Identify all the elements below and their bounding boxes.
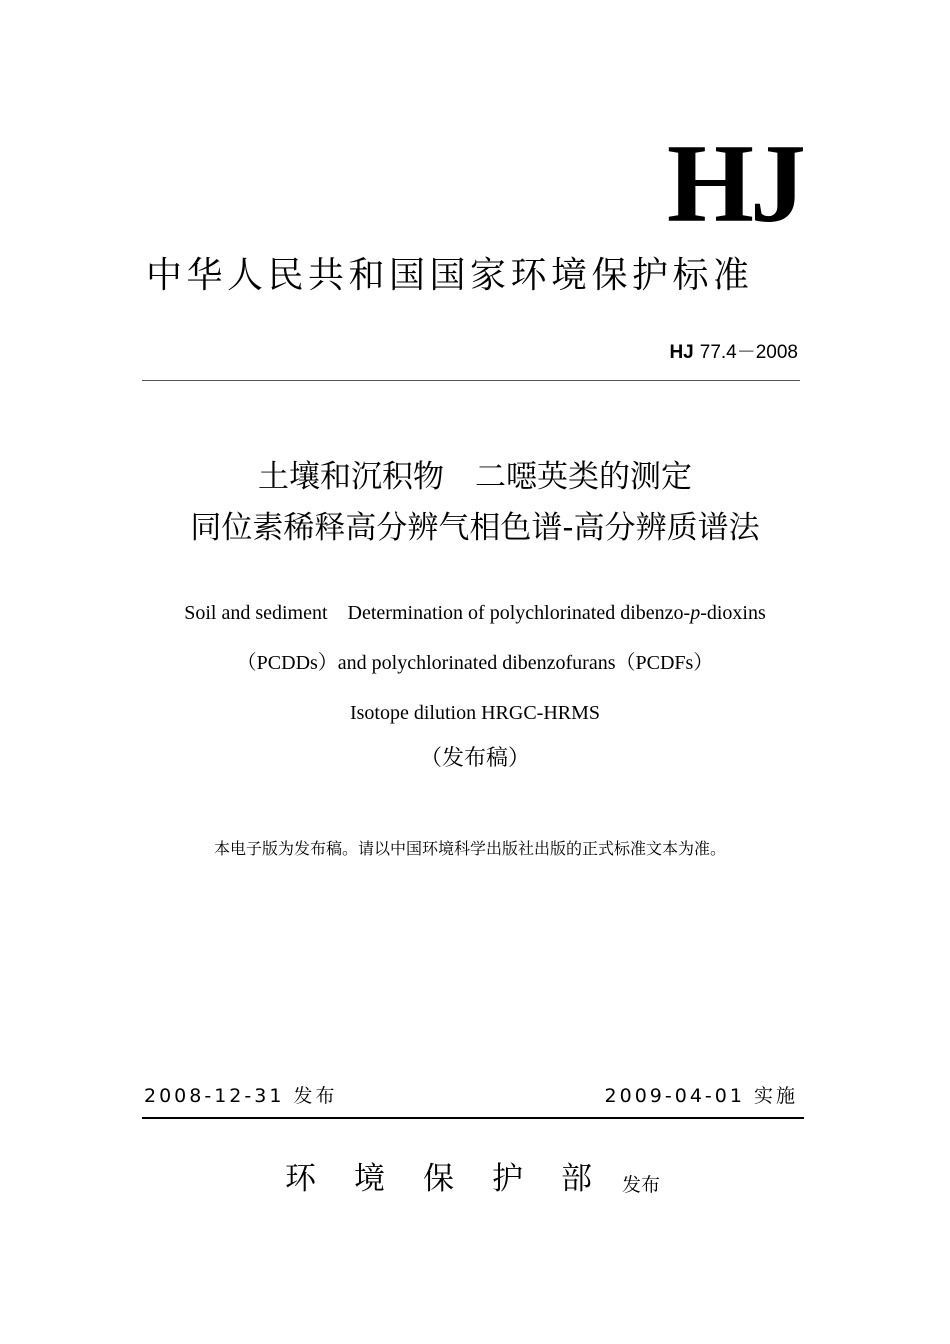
- bottom-divider: [142, 1117, 804, 1119]
- en-title-line-1: [0, 603, 950, 623]
- draft-label: （发布稿）: [419, 746, 530, 771]
- standard-code: HJ: [669, 342, 694, 363]
- issue-date: 2008-12-31 发布: [144, 1085, 338, 1107]
- standard-number: [669, 343, 798, 362]
- top-divider: [142, 380, 800, 381]
- en-title-line-1-italic: p: [690, 602, 701, 624]
- hj-logo: HJ: [666, 122, 802, 246]
- org-title: 中华人民共和国国家环境保护标准: [146, 255, 754, 296]
- en-title-line-1-b: -dioxins: [700, 602, 766, 624]
- notice-text: 本电子版为发布稿。请以中国环境科学出版社出版的正式标准文本为准。: [213, 839, 726, 858]
- issuer-suffix: 发布: [622, 1174, 661, 1196]
- standard-number-value: 77.4－2008: [699, 342, 798, 363]
- issuer: 环境保护部: [285, 1161, 630, 1197]
- en-title-line-3: Isotope dilution HRGC-HRMS: [349, 702, 601, 724]
- en-title-line-1-a: Soil and sediment Determination of polychlorinated dibenzo-: [184, 602, 691, 624]
- implement-date: 2009-04-01 实施: [604, 1085, 798, 1107]
- cn-title-line-2: 同位素稀释高分辨气相色谱-高分辨质谱法: [190, 510, 760, 546]
- en-title-line-2: （PCDDs）and polychlorinated dibenzofurans（PCDFs）: [236, 652, 714, 674]
- cn-title-line-1: 土壤和沉积物 二噁英类的测定: [258, 459, 692, 495]
